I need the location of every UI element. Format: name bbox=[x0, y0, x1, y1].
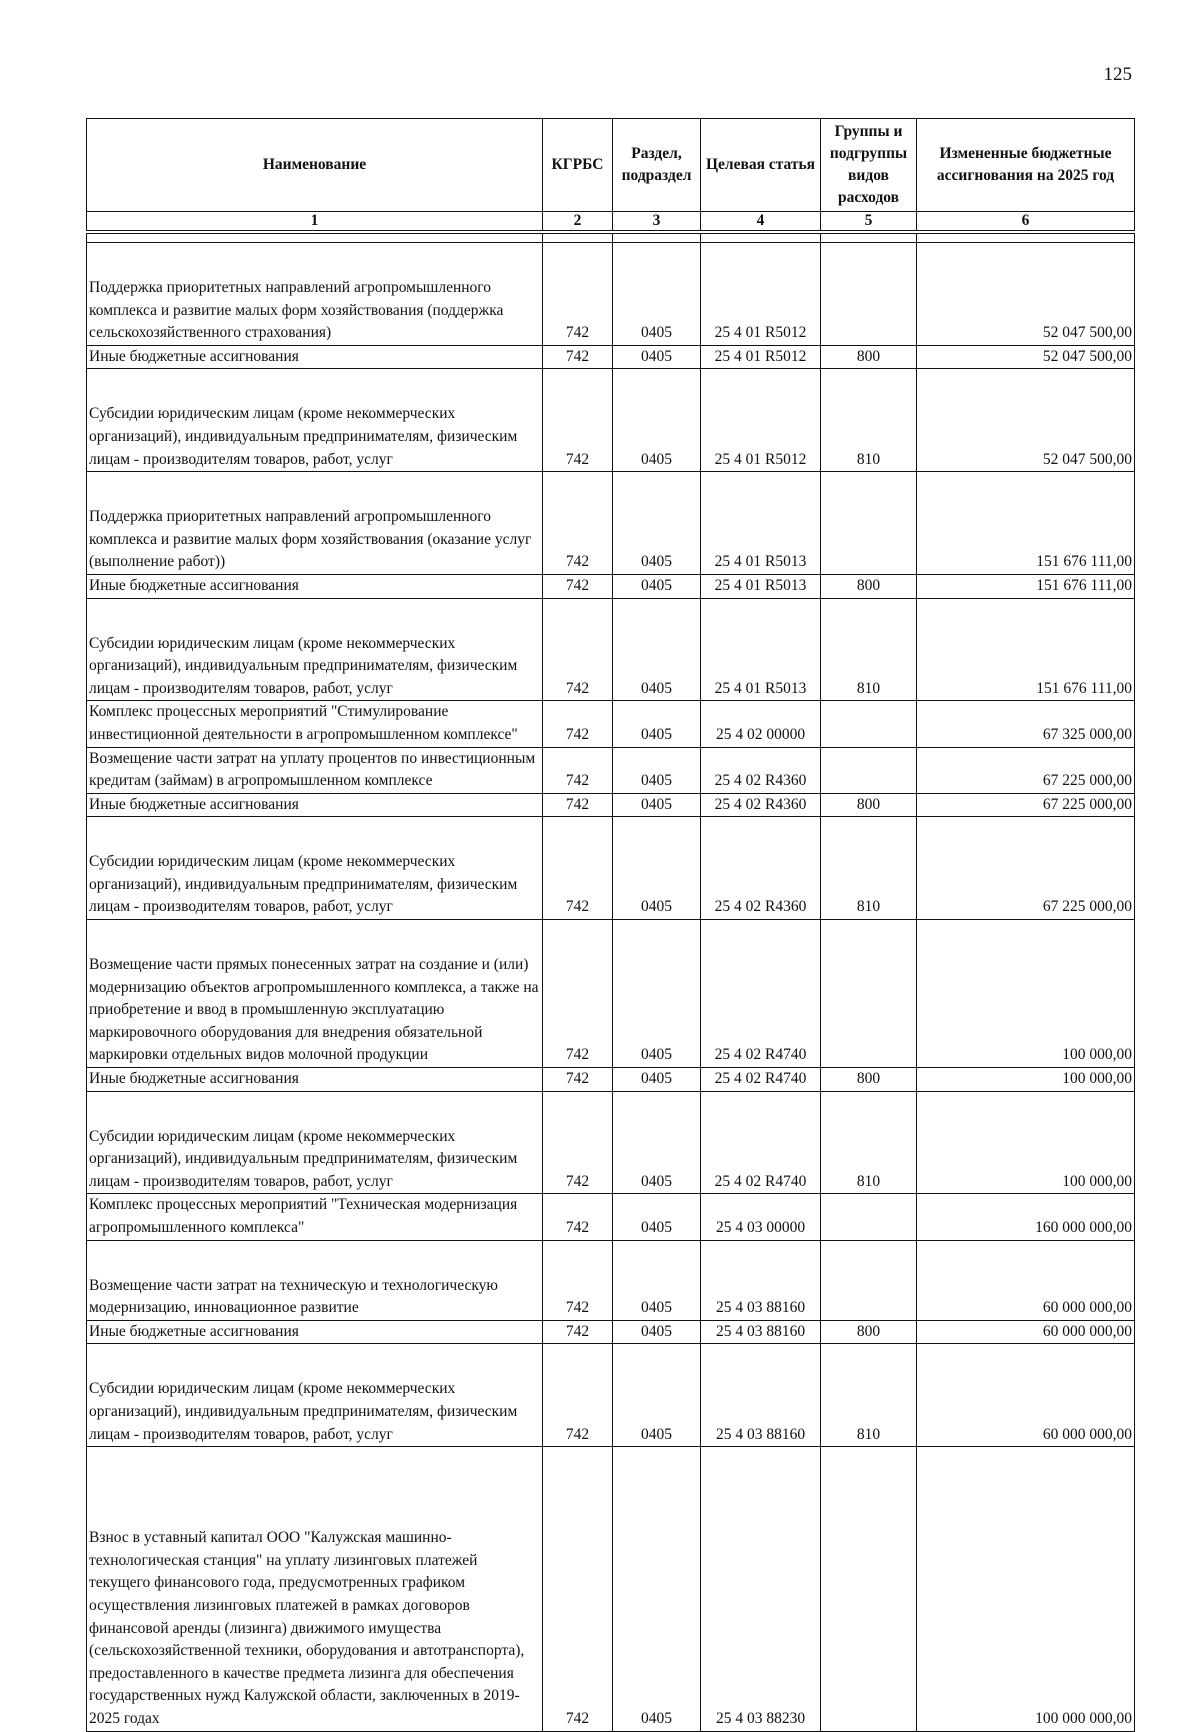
row-kgrbs: 742 bbox=[543, 1194, 613, 1240]
row-section: 0405 bbox=[613, 1194, 701, 1240]
column-number: 5 bbox=[821, 212, 917, 233]
row-group bbox=[821, 701, 917, 747]
row-section: 0405 bbox=[613, 747, 701, 793]
row-target: 25 4 01 R5013 bbox=[701, 574, 821, 598]
row-kgrbs: 742 bbox=[543, 243, 613, 346]
table-row bbox=[87, 920, 1135, 1068]
table-row bbox=[87, 701, 1135, 747]
row-kgrbs: 742 bbox=[543, 1240, 613, 1320]
row-group: 800 bbox=[821, 1068, 917, 1092]
row-section: 0405 bbox=[613, 1344, 701, 1447]
row-target: 25 4 01 R5013 bbox=[701, 472, 821, 575]
row-section: 0405 bbox=[613, 817, 701, 920]
row-name: Возмещение части затрат на уплату процентов по инвестиционным кредитам (займам) в агропромышленном комплексе bbox=[87, 747, 543, 793]
row-target: 25 4 03 88160 bbox=[701, 1320, 821, 1344]
row-name: Субсидии юридическим лицам (кроме некоммерческих организаций), индивидуальным предпринимателям, физическим лицам - производителям товаров, работ, услуг bbox=[87, 817, 543, 920]
row-name: Поддержка приоритетных направлений агропромышленного комплекса и развитие малых форм хозяйствования (оказание услуг (выполнение работ)) bbox=[87, 472, 543, 575]
row-section: 0405 bbox=[613, 1447, 701, 1731]
header-target: Целевая статья bbox=[701, 119, 821, 212]
row-kgrbs: 742 bbox=[543, 920, 613, 1068]
row-name: Поддержка приоритетных направлений агропромышленного комплекса и развитие малых форм хозяйствования (поддержка сельскохозяйственного страхования) bbox=[87, 243, 543, 346]
spacer-row bbox=[87, 232, 1135, 243]
table-row bbox=[87, 747, 1135, 793]
row-kgrbs: 742 bbox=[543, 1091, 613, 1194]
row-group: 810 bbox=[821, 369, 917, 472]
row-kgrbs: 742 bbox=[543, 345, 613, 369]
row-kgrbs: 742 bbox=[543, 472, 613, 575]
table-row bbox=[87, 243, 1135, 346]
row-kgrbs: 742 bbox=[543, 598, 613, 701]
row-amount: 160 000 000,00 bbox=[917, 1194, 1135, 1240]
row-group: 800 bbox=[821, 793, 917, 817]
row-section: 0405 bbox=[613, 701, 701, 747]
table-row bbox=[87, 574, 1135, 598]
row-group: 800 bbox=[821, 345, 917, 369]
row-section: 0405 bbox=[613, 243, 701, 346]
row-section: 0405 bbox=[613, 1240, 701, 1320]
row-section: 0405 bbox=[613, 598, 701, 701]
row-name: Комплекс процессных мероприятий "Техническая модернизация агропромышленного комплекса" bbox=[87, 1194, 543, 1240]
row-target: 25 4 01 R5013 bbox=[701, 598, 821, 701]
table-row bbox=[87, 1320, 1135, 1344]
row-amount: 52 047 500,00 bbox=[917, 369, 1135, 472]
row-target: 25 4 03 88160 bbox=[701, 1344, 821, 1447]
row-kgrbs: 742 bbox=[543, 817, 613, 920]
column-number: 1 bbox=[87, 212, 543, 233]
row-name: Взнос в уставный капитал ООО "Калужская машинно-технологическая станция" на уплату лизинговых платежей текущего финансового года, предусмотренных графиком осуществления лизинговых платежей в рамках договоров финансовой аренды (лизинга) движимого имущества (сельскохозяйственной техники, оборудования и автотранспорта), предоставленного в качестве предмета лизинга для обеспечения государственных нужд Калужской области, заключенных в 2019-2025 годах bbox=[87, 1447, 543, 1731]
row-name: Субсидии юридическим лицам (кроме некоммерческих организаций), индивидуальным предпринимателям, физическим лицам - производителям товаров, работ, услуг bbox=[87, 369, 543, 472]
row-kgrbs: 742 bbox=[543, 1447, 613, 1731]
header-amount: Измененные бюджетные ассигнования на 2025 год bbox=[917, 119, 1135, 212]
row-section: 0405 bbox=[613, 1068, 701, 1092]
row-amount: 151 676 111,00 bbox=[917, 472, 1135, 575]
row-section: 0405 bbox=[613, 920, 701, 1068]
table-row bbox=[87, 1447, 1135, 1731]
row-target: 25 4 03 88160 bbox=[701, 1240, 821, 1320]
row-target: 25 4 01 R5012 bbox=[701, 345, 821, 369]
column-number: 4 bbox=[701, 212, 821, 233]
row-group: 810 bbox=[821, 598, 917, 701]
row-group: 810 bbox=[821, 1091, 917, 1194]
row-name: Возмещение части прямых понесенных затрат на создание и (или) модернизацию объектов агропромышленного комплекса, а также на приобретение и ввод в промышленную эксплуатацию маркировочного оборудования для внедрения обязательной маркировки отдельных видов молочной продукции bbox=[87, 920, 543, 1068]
row-name: Субсидии юридическим лицам (кроме некоммерческих организаций), индивидуальным предпринимателям, физическим лицам - производителям товаров, работ, услуг bbox=[87, 1091, 543, 1194]
row-name: Возмещение части затрат на техническую и технологическую модернизацию, инновационное развитие bbox=[87, 1240, 543, 1320]
row-amount: 100 000,00 bbox=[917, 1068, 1135, 1092]
table-row bbox=[87, 1194, 1135, 1240]
row-group bbox=[821, 747, 917, 793]
table-row bbox=[87, 1068, 1135, 1092]
row-section: 0405 bbox=[613, 1320, 701, 1344]
table-row bbox=[87, 817, 1135, 920]
row-target: 25 4 02 00000 bbox=[701, 701, 821, 747]
row-target: 25 4 03 00000 bbox=[701, 1194, 821, 1240]
row-target: 25 4 02 R4360 bbox=[701, 747, 821, 793]
table-header-row bbox=[87, 119, 1135, 212]
table-row bbox=[87, 369, 1135, 472]
row-amount: 60 000 000,00 bbox=[917, 1240, 1135, 1320]
row-amount: 100 000,00 bbox=[917, 920, 1135, 1068]
row-name: Иные бюджетные ассигнования bbox=[87, 1320, 543, 1344]
row-section: 0405 bbox=[613, 472, 701, 575]
row-amount: 52 047 500,00 bbox=[917, 345, 1135, 369]
row-group bbox=[821, 243, 917, 346]
header-section: Раздел, подраздел bbox=[613, 119, 701, 212]
row-amount: 67 225 000,00 bbox=[917, 747, 1135, 793]
table-row bbox=[87, 1240, 1135, 1320]
row-kgrbs: 742 bbox=[543, 701, 613, 747]
table-row bbox=[87, 598, 1135, 701]
row-name: Комплекс процессных мероприятий "Стимулирование инвестиционной деятельности в агропромышленном комплексе" bbox=[87, 701, 543, 747]
row-amount: 67 225 000,00 bbox=[917, 793, 1135, 817]
row-group: 810 bbox=[821, 1344, 917, 1447]
row-name: Субсидии юридическим лицам (кроме некоммерческих организаций), индивидуальным предпринимателям, физическим лицам - производителям товаров, работ, услуг bbox=[87, 598, 543, 701]
table-row bbox=[87, 472, 1135, 575]
row-amount: 60 000 000,00 bbox=[917, 1320, 1135, 1344]
table-row bbox=[87, 345, 1135, 369]
row-group bbox=[821, 1447, 917, 1731]
row-name: Иные бюджетные ассигнования bbox=[87, 574, 543, 598]
page-number: 125 bbox=[1103, 64, 1132, 85]
row-group bbox=[821, 472, 917, 575]
row-target: 25 4 02 R4360 bbox=[701, 793, 821, 817]
row-section: 0405 bbox=[613, 574, 701, 598]
row-name: Иные бюджетные ассигнования bbox=[87, 345, 543, 369]
table-row bbox=[87, 1344, 1135, 1447]
column-number: 3 bbox=[613, 212, 701, 233]
row-kgrbs: 742 bbox=[543, 1344, 613, 1447]
row-section: 0405 bbox=[613, 793, 701, 817]
row-target: 25 4 01 R5012 bbox=[701, 369, 821, 472]
header-group: Группы и подгруппы видов расходов bbox=[821, 119, 917, 212]
table-row bbox=[87, 1091, 1135, 1194]
row-kgrbs: 742 bbox=[543, 1320, 613, 1344]
row-group: 800 bbox=[821, 1320, 917, 1344]
row-target: 25 4 03 88230 bbox=[701, 1447, 821, 1731]
row-target: 25 4 02 R4360 bbox=[701, 817, 821, 920]
row-name: Субсидии юридическим лицам (кроме некоммерческих организаций), индивидуальным предпринимателям, физическим лицам - производителям товаров, работ, услуг bbox=[87, 1344, 543, 1447]
column-number: 2 bbox=[543, 212, 613, 233]
row-group: 810 bbox=[821, 817, 917, 920]
row-kgrbs: 742 bbox=[543, 574, 613, 598]
row-kgrbs: 742 bbox=[543, 747, 613, 793]
row-amount: 100 000 000,00 bbox=[917, 1447, 1135, 1731]
row-section: 0405 bbox=[613, 1091, 701, 1194]
budget-table bbox=[86, 118, 1135, 1732]
header-kgrbs: КГРБС bbox=[543, 119, 613, 212]
row-group bbox=[821, 1240, 917, 1320]
row-target: 25 4 02 R4740 bbox=[701, 1068, 821, 1092]
row-group bbox=[821, 1194, 917, 1240]
row-amount: 60 000 000,00 bbox=[917, 1344, 1135, 1447]
row-amount: 52 047 500,00 bbox=[917, 243, 1135, 346]
row-amount: 67 325 000,00 bbox=[917, 701, 1135, 747]
row-name: Иные бюджетные ассигнования bbox=[87, 793, 543, 817]
row-amount: 151 676 111,00 bbox=[917, 574, 1135, 598]
row-kgrbs: 742 bbox=[543, 369, 613, 472]
row-section: 0405 bbox=[613, 369, 701, 472]
row-amount: 100 000,00 bbox=[917, 1091, 1135, 1194]
row-kgrbs: 742 bbox=[543, 1068, 613, 1092]
row-target: 25 4 02 R4740 bbox=[701, 920, 821, 1068]
row-name: Иные бюджетные ассигнования bbox=[87, 1068, 543, 1092]
row-group bbox=[821, 920, 917, 1068]
row-kgrbs: 742 bbox=[543, 793, 613, 817]
table-row bbox=[87, 793, 1135, 817]
row-target: 25 4 01 R5012 bbox=[701, 243, 821, 346]
row-target: 25 4 02 R4740 bbox=[701, 1091, 821, 1194]
table-body bbox=[87, 243, 1135, 1732]
column-numbers-row bbox=[87, 212, 1135, 233]
column-number: 6 bbox=[917, 212, 1135, 233]
row-amount: 151 676 111,00 bbox=[917, 598, 1135, 701]
header-name: Наименование bbox=[87, 119, 543, 212]
row-group: 800 bbox=[821, 574, 917, 598]
row-section: 0405 bbox=[613, 345, 701, 369]
row-amount: 67 225 000,00 bbox=[917, 817, 1135, 920]
